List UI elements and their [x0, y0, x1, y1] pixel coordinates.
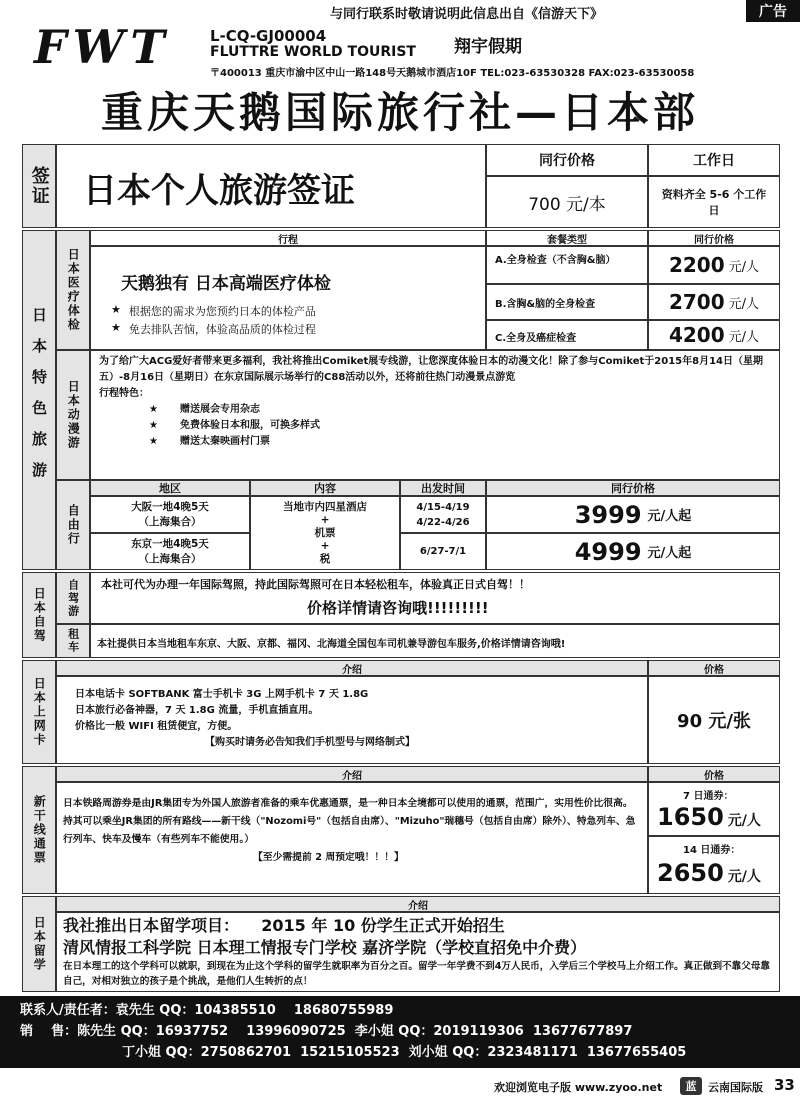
sim-desc: [56, 676, 648, 764]
sim-line: 日本电话卡 SOFTBANK 富士手机卡 3G 上网手机卡 7 天 1.8G: [75, 689, 369, 700]
sim-col-price: 价格: [648, 660, 780, 676]
rail-label: 新干线通票: [22, 766, 56, 894]
free-area: 大阪一地4晚5天 （上海集合）: [90, 496, 250, 533]
footer-mark-icon: 蓝: [680, 1077, 702, 1095]
free-area: 东京一地4晚5天 （上海集合）: [90, 533, 250, 570]
free-dates: 6/27-7/1: [400, 533, 486, 570]
contact-line: 丁小姐 QQ：2750862701 15215105523 刘小姐 QQ：2323481171 13677655405: [122, 1045, 687, 1060]
package-name: B.含胸&脑的全身检查: [486, 284, 648, 320]
anime-feature: ★ 赠送太秦映画村门票: [149, 434, 771, 450]
star-icon: ★: [149, 436, 158, 447]
footer-left: 欢迎浏览电子版 www.zyoo.net: [494, 1081, 663, 1094]
page-title: 重庆天鹅国际旅行社—日本部: [100, 88, 699, 137]
free-col-price: 同行价格: [486, 480, 780, 496]
sim-line: 日本旅行必备神器，7 天 1.8G 流量，手机直插直用。: [75, 705, 319, 716]
header: [20, 20, 780, 80]
rail-text: 日本铁路周游券是由JR集团专为外国人旅游者准备的乘车优惠通票，是一种日本全境都可以使用的通票，范围广，实用性价比很高。持其可以乘坐JR集团的所有路线——新干线（"Nozomi号"（包括自由席）、"Mizuho"瑞穗号（包括自由席）除外）、特急列车、急行列车、快车及慢车（有些列车不能使用。）: [63, 798, 636, 845]
sim-note: 【购买时请务必告知我们手机型号与网络制式】: [205, 737, 415, 748]
package-price: 2700 元/人: [648, 284, 780, 320]
rent-label: 租车: [56, 624, 90, 658]
footer: [0, 1076, 800, 1098]
sim-col-intro: 介绍: [56, 660, 648, 676]
company-en: FLUTTRE WORLD TOURIST: [210, 44, 416, 60]
package-name: C.全身及癌症检查: [486, 320, 648, 350]
study-col-intro: 介绍: [56, 896, 780, 912]
anime-feature-title: 行程特色：: [99, 388, 149, 399]
license-code: L-CQ-GJ00004: [210, 27, 327, 45]
free-col-date: 出发时间: [400, 480, 486, 496]
medical-col-itinerary: 行程: [90, 230, 486, 246]
package-price: 2200 元/人: [648, 246, 780, 284]
contact-line: 销 售：陈先生 QQ：16937752 13996090725 李小姐 QQ：2019119306 13677677897: [20, 1024, 633, 1039]
rent-text: 本社提供日本当地租车东京、大阪、京都、福冈、北海道全国包车司机兼导游包车服务,价格详情请咨询哦!: [97, 639, 566, 650]
medical-label: 日本医疗体检: [56, 230, 90, 350]
visa-workday-header: 工作日: [648, 144, 780, 176]
study-line1: 我社推出日本留学项目： 2015 年 10 份学生正式开始招生: [63, 916, 505, 935]
sim-line: 价格比一般 WIFI 租赁便宜，方便。: [75, 721, 238, 732]
anime-label: 日本动漫游: [56, 350, 90, 480]
visa-label: 签证: [22, 144, 56, 228]
star-icon: ★: [111, 303, 121, 316]
medical-title: 天鹅独有 日本高端医疗体检: [121, 274, 331, 294]
self-drive-price: 价格详情请咨询哦!!!!!!!!!: [307, 599, 489, 617]
medical-desc: [90, 246, 486, 350]
contact-line: 联系人/责任者：袁先生 QQ：104385510 18680755989: [20, 1003, 394, 1018]
rail-p14: 2650 元/人: [657, 859, 761, 887]
address-line: 〒400013 重庆市渝中区中山一路148号天鹅城市酒店10F TEL:023-63530328 FAX:023-63530058: [210, 68, 695, 79]
rail-desc: [56, 782, 648, 894]
contacts-bar: [0, 996, 800, 1068]
sim-label: 日本上网卡: [22, 660, 56, 764]
free-col-content: 内容: [250, 480, 400, 496]
rail-price-14: [648, 836, 780, 894]
footer-right: 云南国际版: [708, 1081, 763, 1094]
rail-col-intro: 介绍: [56, 766, 648, 782]
star-icon: ★: [111, 321, 121, 334]
star-icon: ★: [149, 404, 158, 415]
free-col-area: 地区: [90, 480, 250, 496]
self-drive-desc: [90, 572, 780, 624]
rail-col-price: 价格: [648, 766, 780, 782]
top-notice: 与同行联系时敬请说明此信息出自《信游天下》: [330, 7, 604, 22]
free-price: 4999 元/人起: [486, 533, 780, 570]
logo: FWT: [34, 20, 171, 74]
self-drive-text: 本社可代为办理一年国际驾照，持此国际驾照可在日本轻松租车，体验真正日式自驾！！: [101, 578, 530, 591]
visa-workday: 资料齐全 5-6 个工作日: [648, 176, 780, 228]
rail-price-7: [648, 782, 780, 836]
medical-col-package: 套餐类型: [486, 230, 648, 246]
rent-desc: [90, 624, 780, 658]
anime-feature: ★ 免费体验日本和服，可换多样式: [149, 418, 771, 434]
visa-price-header: 同行价格: [486, 144, 648, 176]
medical-bullet: ★ 根据您的需求为您预约日本的体检产品: [111, 303, 316, 318]
package-name: A.全身检查（不含胸&脑）: [486, 246, 648, 284]
ad-tag: 广告: [746, 0, 800, 22]
study-line2: 清风情报工科学院 日本理工情报专门学校 嘉济学院（学校直招免中介费）: [63, 938, 587, 957]
rail-p7-label: 7 日通券：: [683, 791, 734, 802]
free-dates: 4/15-4/19 4/22-4/26: [400, 496, 486, 533]
medical-col-price: 同行价格: [648, 230, 780, 246]
visa-name: 日本个人旅游签证: [83, 171, 355, 211]
anime-intro: 为了给广大ACG爱好者带来更多福利，我社将推出Comiket展专线游，让您深度体验日本的动漫文化！除了参与Comiket于2015年8月14日（星期五）-8月16日（星期日）在东京国际展示场举行的C88活动以外，还将前往热门动漫景点游览: [99, 356, 763, 383]
special-label: 日本特色旅游: [22, 230, 56, 570]
drive-label: 日本自驾: [22, 572, 56, 658]
rail-p7: 1650 元/人: [657, 803, 761, 831]
star-icon: ★: [149, 420, 158, 431]
free-label: 自由行: [56, 480, 90, 570]
study-label: 日本留学: [22, 896, 56, 992]
anime-feature: ★ 赠送展会专用杂志: [149, 402, 771, 418]
sim-price: 90 元/张: [648, 676, 780, 764]
free-price: 3999 元/人起: [486, 496, 780, 533]
package-price: 4200 元/人: [648, 320, 780, 350]
rail-note: 【至少需提前 2 周预定哦！！！】: [253, 852, 404, 863]
rail-p14-label: 14 日通券：: [683, 845, 741, 856]
study-desc: [56, 912, 780, 992]
study-body: 在日本理工的这个学科可以就职，到现在为止这个学科的留学生就职率为百分之百。留学一年学费不到4万人民币，入学后三个学校马上介绍工作。真正做到不靠父母靠自己，对相对独立的孩子是个挑战，是他们人生转折的点！: [63, 961, 771, 987]
page-number: 33: [774, 1076, 795, 1094]
brand: 翔宇假期: [454, 37, 522, 57]
medical-bullet: ★ 免去排队苦恼，体验高品质的体检过程: [111, 321, 316, 336]
anime-desc: [90, 350, 780, 480]
top-notice-bar: [0, 0, 800, 22]
visa-price: 700 元/本: [486, 176, 648, 228]
visa-name-cell: [56, 144, 486, 228]
self-drive-label: 自驾游: [56, 572, 90, 624]
free-content: 当地市内四星酒店 + 机票 + 税: [250, 496, 400, 570]
